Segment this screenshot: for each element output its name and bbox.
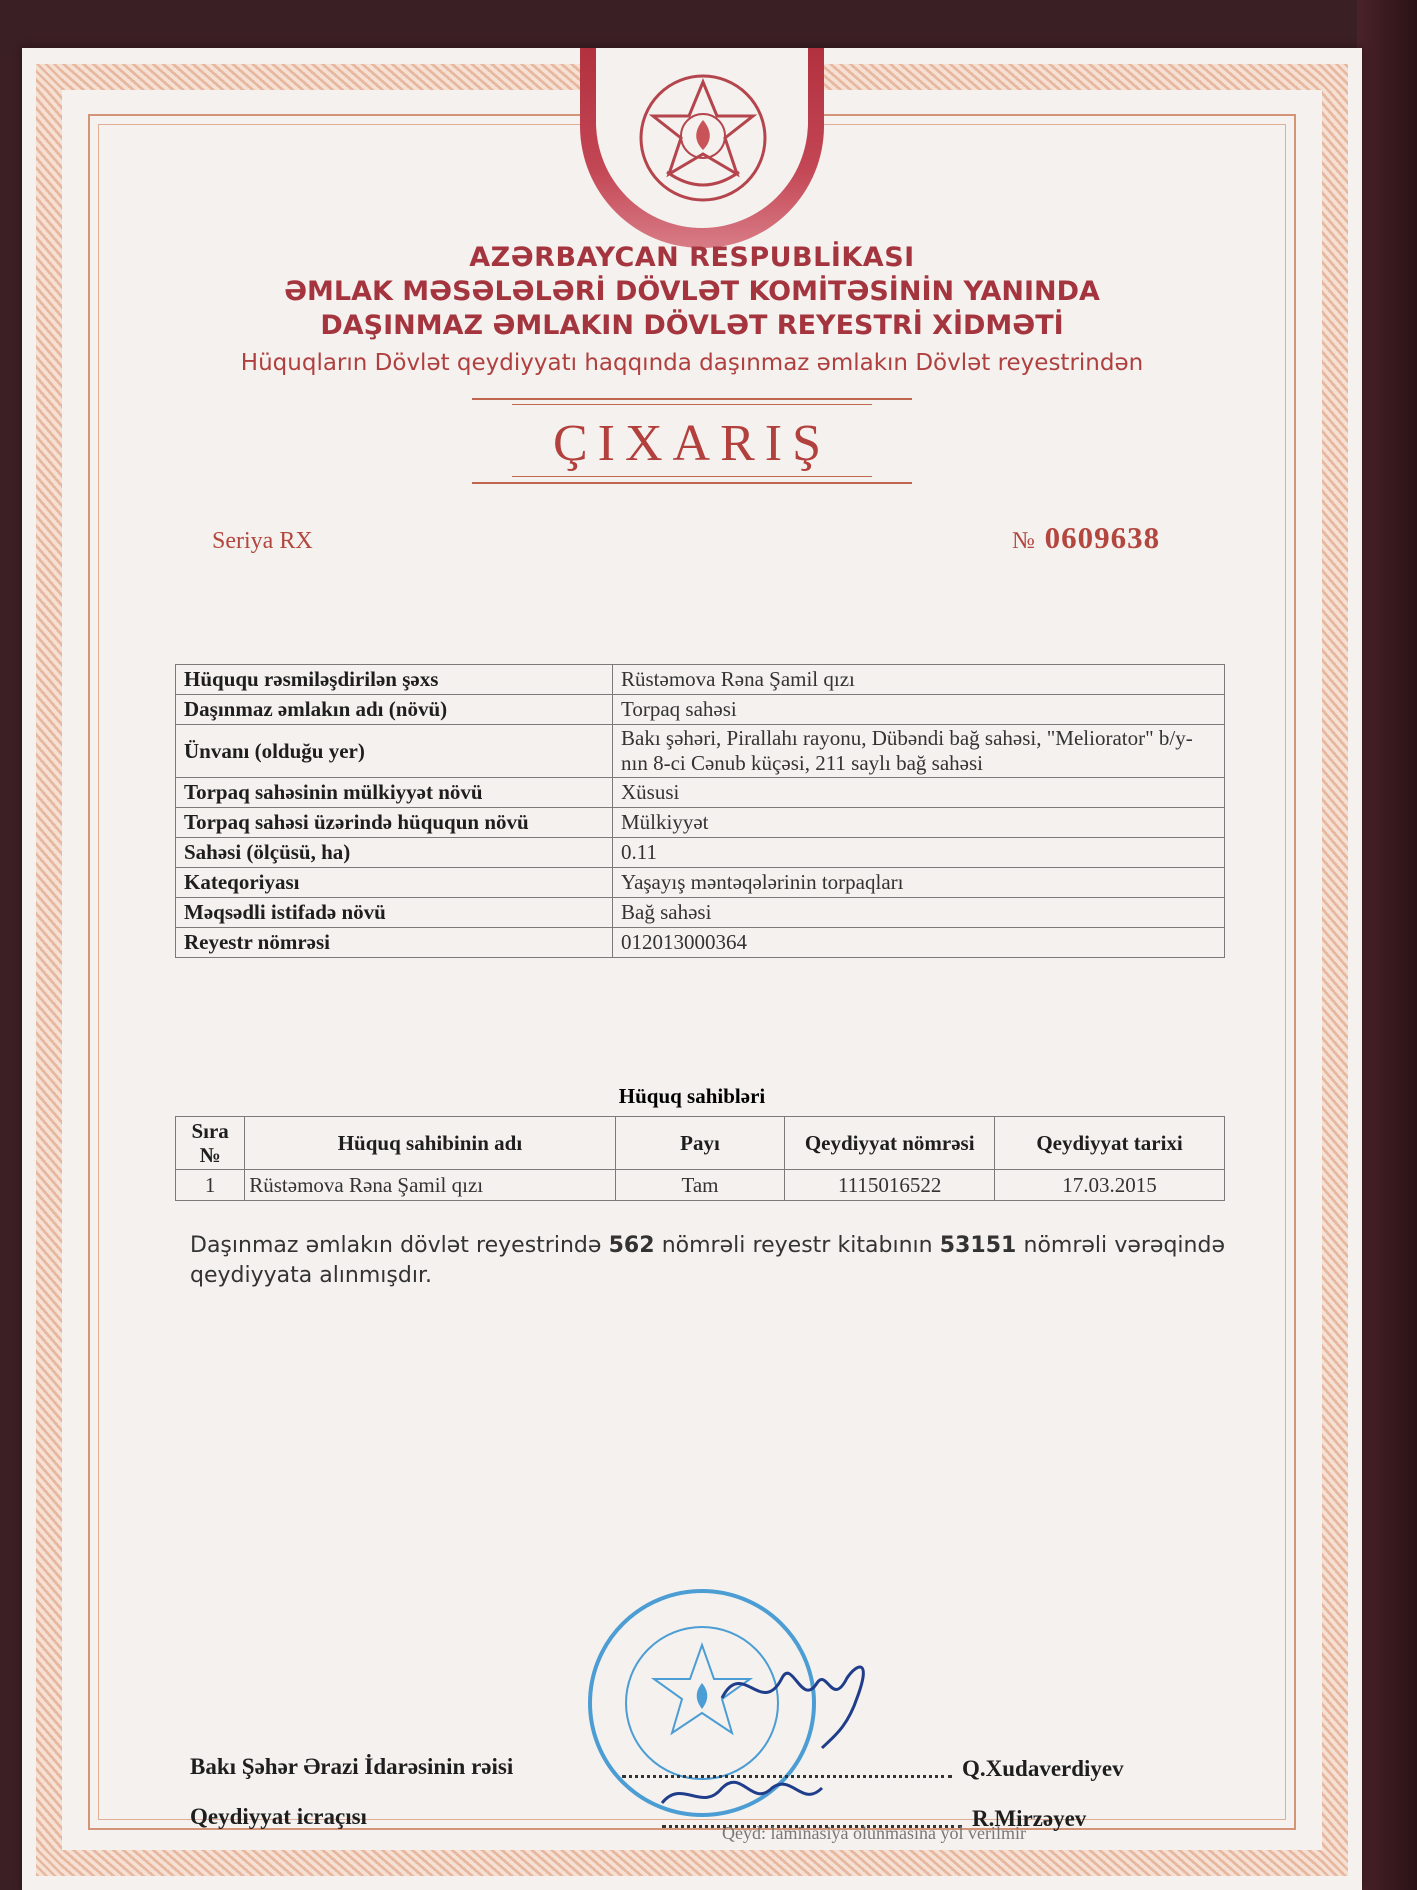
col-tarix: Qeydiyyat tarixi (995, 1117, 1225, 1170)
header-republic: AZƏRBAYCAN RESPUBLİKASI (469, 242, 915, 273)
header-committee: ƏMLAK MƏSƏLƏLƏRİ DÖVLƏT KOMİTƏSİNİN YANINDA (284, 276, 1100, 307)
info-row (176, 868, 1225, 898)
registration-note (190, 1231, 1225, 1291)
property-info-table (175, 664, 1225, 958)
info-row (176, 665, 1225, 695)
title-rule-top-thin (512, 404, 872, 405)
signatory-name-2: R.Mirzəyev (972, 1806, 1087, 1831)
info-row (176, 725, 1225, 778)
owner-name: Rüstəmova Rəna Şamil qızı (245, 1170, 615, 1201)
signatory-role-2: Qeydiyyat icraçısı (190, 1804, 367, 1829)
info-label: Daşınmaz əmlakın adı (növü) (176, 695, 613, 725)
title-block (472, 390, 912, 490)
note-text-3: nömrəli vərəqində qeydiyyata alınmışdır. (190, 1233, 1225, 1288)
col-payi: Payı (615, 1117, 785, 1170)
info-row (176, 778, 1225, 808)
book-number: 562 (608, 1233, 655, 1258)
note-text-2: nömrəli reyestr kitabının (654, 1233, 940, 1258)
col-name: Hüquq sahibinin adı (245, 1117, 615, 1170)
owner-tarix: 17.03.2015 (995, 1170, 1225, 1201)
info-label: Torpaq sahəsi üzərində hüququn növü (176, 808, 613, 838)
document-title: ÇIXARIŞ (552, 415, 832, 472)
info-row (176, 898, 1225, 928)
series-label: Seriya RX (212, 528, 313, 554)
title-rule-top (472, 398, 912, 400)
owner-payi: Tam (615, 1170, 785, 1201)
signatory-role-1: Bakı Şəhər Ərazi İdarəsinin rəisi (190, 1754, 514, 1779)
note-text-1: Daşınmaz əmlakın dövlət reyestrində (190, 1233, 609, 1258)
number-value: 0609638 (1044, 520, 1161, 555)
col-sira: Sıra № (176, 1117, 245, 1170)
title-rule-bottom-thin (512, 476, 872, 477)
info-row (176, 695, 1225, 725)
owners-table (175, 1116, 1225, 1201)
info-value: Rüstəmova Rəna Şamil qızı (613, 665, 1225, 695)
signature-icon (642, 1638, 942, 1838)
info-value: Bakı şəhəri, Pirallahı rayonu, Dübəndi bağ sahəsi, "Meliorator" b/y-nın 8-ci Cənub küçəsi, 211 saylı bağ sahəsi (613, 725, 1225, 778)
number-sign: № (1012, 528, 1036, 554)
info-row (176, 928, 1225, 958)
col-qnomre: Qeydiyyat nömrəsi (785, 1117, 995, 1170)
info-value: 012013000364 (613, 928, 1225, 958)
state-emblem-icon (633, 68, 773, 208)
owner-qnomre: 1115016522 (785, 1170, 995, 1201)
owners-title: Hüquq sahibləri (618, 1084, 766, 1108)
info-label: Torpaq sahəsinin mülkiyyət növü (176, 778, 613, 808)
signatory-name-1: Q.Xudaverdiyev (962, 1756, 1124, 1781)
title-rule-bottom (472, 482, 912, 484)
document-number (1012, 520, 1160, 556)
info-value: Xüsusi (613, 778, 1225, 808)
info-label: Sahəsi (ölçüsü, ha) (176, 838, 613, 868)
info-label: Məqsədli istifadə növü (176, 898, 613, 928)
info-label: Reyestr nömrəsi (176, 928, 613, 958)
owner-sira: 1 (176, 1170, 245, 1201)
background-edge (1357, 0, 1417, 1890)
info-label: Ünvanı (olduğu yer) (176, 725, 613, 778)
inner-border-thin (98, 124, 1286, 1820)
info-value: Torpaq sahəsi (613, 695, 1225, 725)
owner-row (176, 1170, 1225, 1201)
info-row (176, 808, 1225, 838)
info-value: 0.11 (613, 838, 1225, 868)
header-subtitle: Hüquqların Dövlət qeydiyyatı haqqında daşınmaz əmlakın Dövlət reyestrindən (240, 350, 1144, 376)
owners-header-row (176, 1117, 1225, 1170)
info-label: Hüququ rəsmiləşdirilən şəxs (176, 665, 613, 695)
lamination-footnote: Qeyd: laminasiya olunmasına yol verilmir (722, 1823, 1026, 1843)
page-number: 53151 (939, 1233, 1017, 1258)
info-label: Kateqoriyası (176, 868, 613, 898)
signature-line-1 (622, 1775, 952, 1778)
info-row (176, 838, 1225, 868)
certificate-paper (22, 48, 1362, 1890)
info-value: Mülkiyyət (613, 808, 1225, 838)
info-value: Yaşayış məntəqələrinin torpaqları (613, 868, 1225, 898)
info-value: Bağ sahəsi (613, 898, 1225, 928)
header-service: DAŞINMAZ ƏMLAKIN DÖVLƏT REYESTRİ XİDMƏTİ (320, 310, 1064, 341)
